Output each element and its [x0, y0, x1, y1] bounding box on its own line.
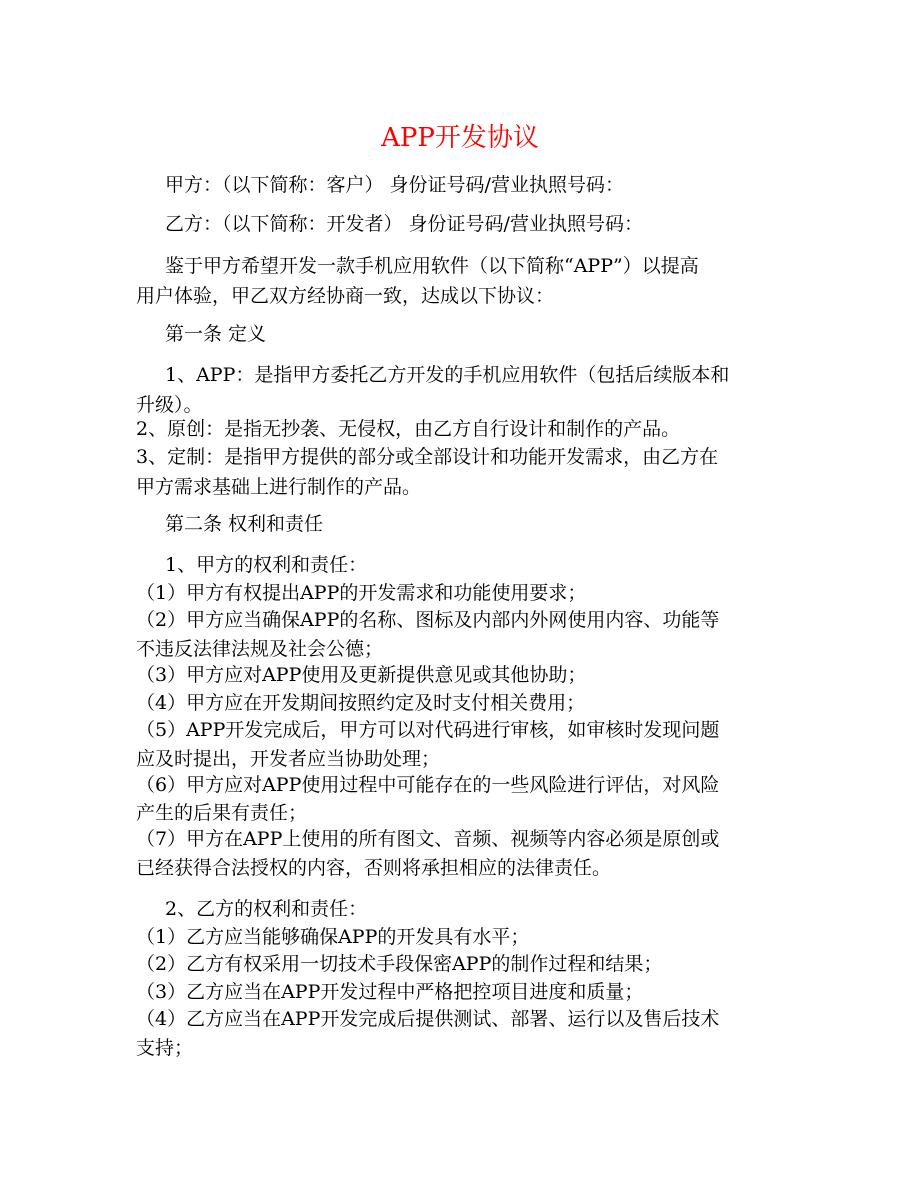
- article1-line: 3、定制：是指甲方提供的部分或全部设计和功能开发需求，由乙方在: [136, 446, 719, 468]
- preamble-line-1: 鉴于甲方希望开发一款手机应用软件（以下简称“APP”）以提高: [165, 255, 699, 277]
- party-b-clause: 支持；: [136, 1037, 194, 1059]
- party-a-clause: （3）甲方应对APP使用及更新提供意见或其他协助；: [136, 664, 587, 686]
- party-b-section-heading: 2、乙方的权利和责任：: [165, 898, 368, 920]
- article1-line: 甲方需求基础上进行制作的产品。: [136, 476, 422, 498]
- article2-heading: 第二条 权利和责任: [165, 513, 324, 535]
- party-a-clause: （1）甲方有权提出APP的开发需求和功能使用要求；: [136, 582, 587, 604]
- party-a-clause: （6）甲方应对APP使用过程中可能存在的一些风险进行评估，对风险: [136, 774, 720, 796]
- article1-line: 2、原创：是指无抄袭、无侵权，由乙方自行设计和制作的产品。: [136, 418, 681, 440]
- article1-heading: 第一条 定义: [165, 323, 267, 345]
- party-a-line: 甲方：（以下简称：客户） 身份证号码/营业执照号码：: [165, 174, 624, 196]
- party-a-clause: 不违反法律法规及社会公德；: [136, 638, 384, 660]
- party-a-clause: 应及时提出，开发者应当协助处理；: [136, 748, 441, 770]
- preamble-line-2: 用户体验，甲乙双方经协商一致，达成以下协议：: [136, 285, 555, 307]
- party-a-clause: （2）甲方应当确保APP的名称、图标及内部内外网使用内容、功能等: [136, 609, 720, 631]
- party-a-clause: （5）APP开发完成后，甲方可以对代码进行审核，如审核时发现问题: [136, 719, 720, 741]
- party-b-clause: （2）乙方有权采用一切技术手段保密APP的制作过程和结果；: [136, 953, 663, 975]
- party-b-clause: （3）乙方应当在APP开发过程中严格把控项目进度和质量；: [136, 981, 644, 1003]
- party-b-clause: （1）乙方应当能够确保APP的开发具有水平；: [136, 926, 530, 948]
- party-a-clause: 产生的后果有责任；: [136, 802, 308, 824]
- document-title: APP开发协议: [381, 123, 539, 153]
- party-b-clause: （4）乙方应当在APP开发完成后提供测试、部署、运行以及售后技术: [136, 1008, 720, 1030]
- party-a-section-heading: 1、甲方的权利和责任：: [165, 554, 368, 576]
- party-a-clause: （7）甲方在APP上使用的所有图文、音频、视频等内容必须是原创或: [136, 828, 720, 850]
- party-a-clause: （4）甲方应在开发期间按照约定及时支付相关费用；: [136, 692, 586, 714]
- party-b-line: 乙方：（以下简称：开发者） 身份证号码/营业执照号码：: [165, 213, 643, 235]
- article1-line: 升级）。: [136, 394, 203, 416]
- article1-line: 1、APP：是指甲方委托乙方开发的手机应用软件（包括后续版本和: [165, 364, 730, 386]
- party-a-clause: 已经获得合法授权的内容，否则将承担相应的法律责任。: [136, 857, 612, 879]
